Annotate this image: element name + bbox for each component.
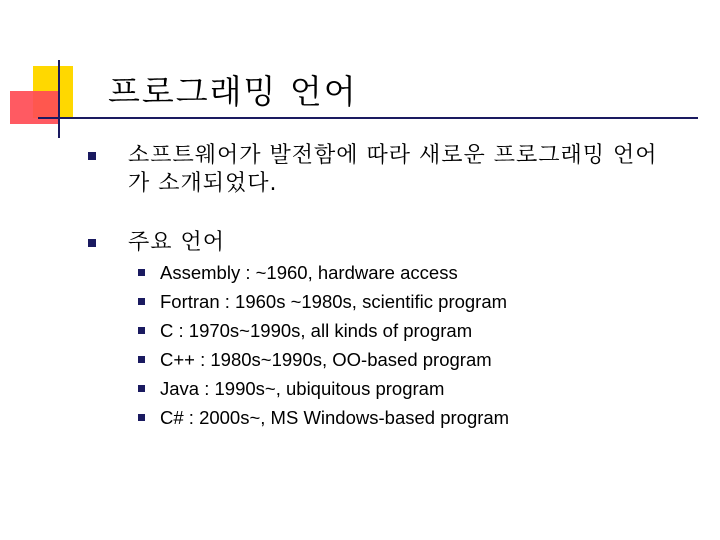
- square-bullet-icon: [138, 385, 145, 392]
- square-bullet-icon: [138, 327, 145, 334]
- sub-bullet-text: Assembly : ~1960, hardware access: [160, 262, 458, 283]
- bullet-text-line: 소프트웨어가 발전함에 따라 새로운 프로그래밍 언어: [128, 143, 658, 168]
- title-underline-rule: [38, 117, 698, 119]
- sub-bullet-text: C : 1970s~1990s, all kinds of program: [160, 320, 473, 341]
- square-bullet-icon: [138, 269, 145, 276]
- bullet-item: [88, 229, 225, 257]
- square-bullet-icon: [88, 239, 96, 247]
- decorative-red-square: [10, 91, 60, 124]
- sub-bullet-text: C++ : 1980s~1990s, OO-based program: [160, 349, 492, 370]
- sub-bullet-list: [138, 258, 509, 432]
- bullet-text-line: 주요 언어: [128, 230, 226, 255]
- square-bullet-icon: [138, 298, 145, 305]
- slide-title: 프로그래밍 언어: [108, 72, 358, 111]
- decorative-vertical-line: [58, 60, 60, 138]
- bullet-text: [88, 142, 698, 198]
- sub-bullet-item: [138, 287, 509, 316]
- sub-bullet-text: Java : 1990s~, ubiquitous program: [160, 378, 445, 399]
- sub-bullet-item: [138, 316, 509, 345]
- bullet-text-line: 가 소개되었다.: [128, 171, 278, 196]
- sub-bullet-item: [138, 258, 509, 287]
- square-bullet-icon: [138, 414, 145, 421]
- sub-bullet-item: [138, 403, 509, 432]
- sub-bullet-item: [138, 374, 509, 403]
- sub-bullet-item: [138, 345, 509, 374]
- square-bullet-icon: [138, 356, 145, 363]
- square-bullet-icon: [88, 152, 96, 160]
- bullet-item: [88, 142, 698, 198]
- sub-bullet-text: C# : 2000s~, MS Windows-based program: [160, 407, 510, 428]
- sub-bullet-text: Fortran : 1960s ~1980s, scientific program: [160, 291, 508, 312]
- bullet-text: [88, 229, 225, 257]
